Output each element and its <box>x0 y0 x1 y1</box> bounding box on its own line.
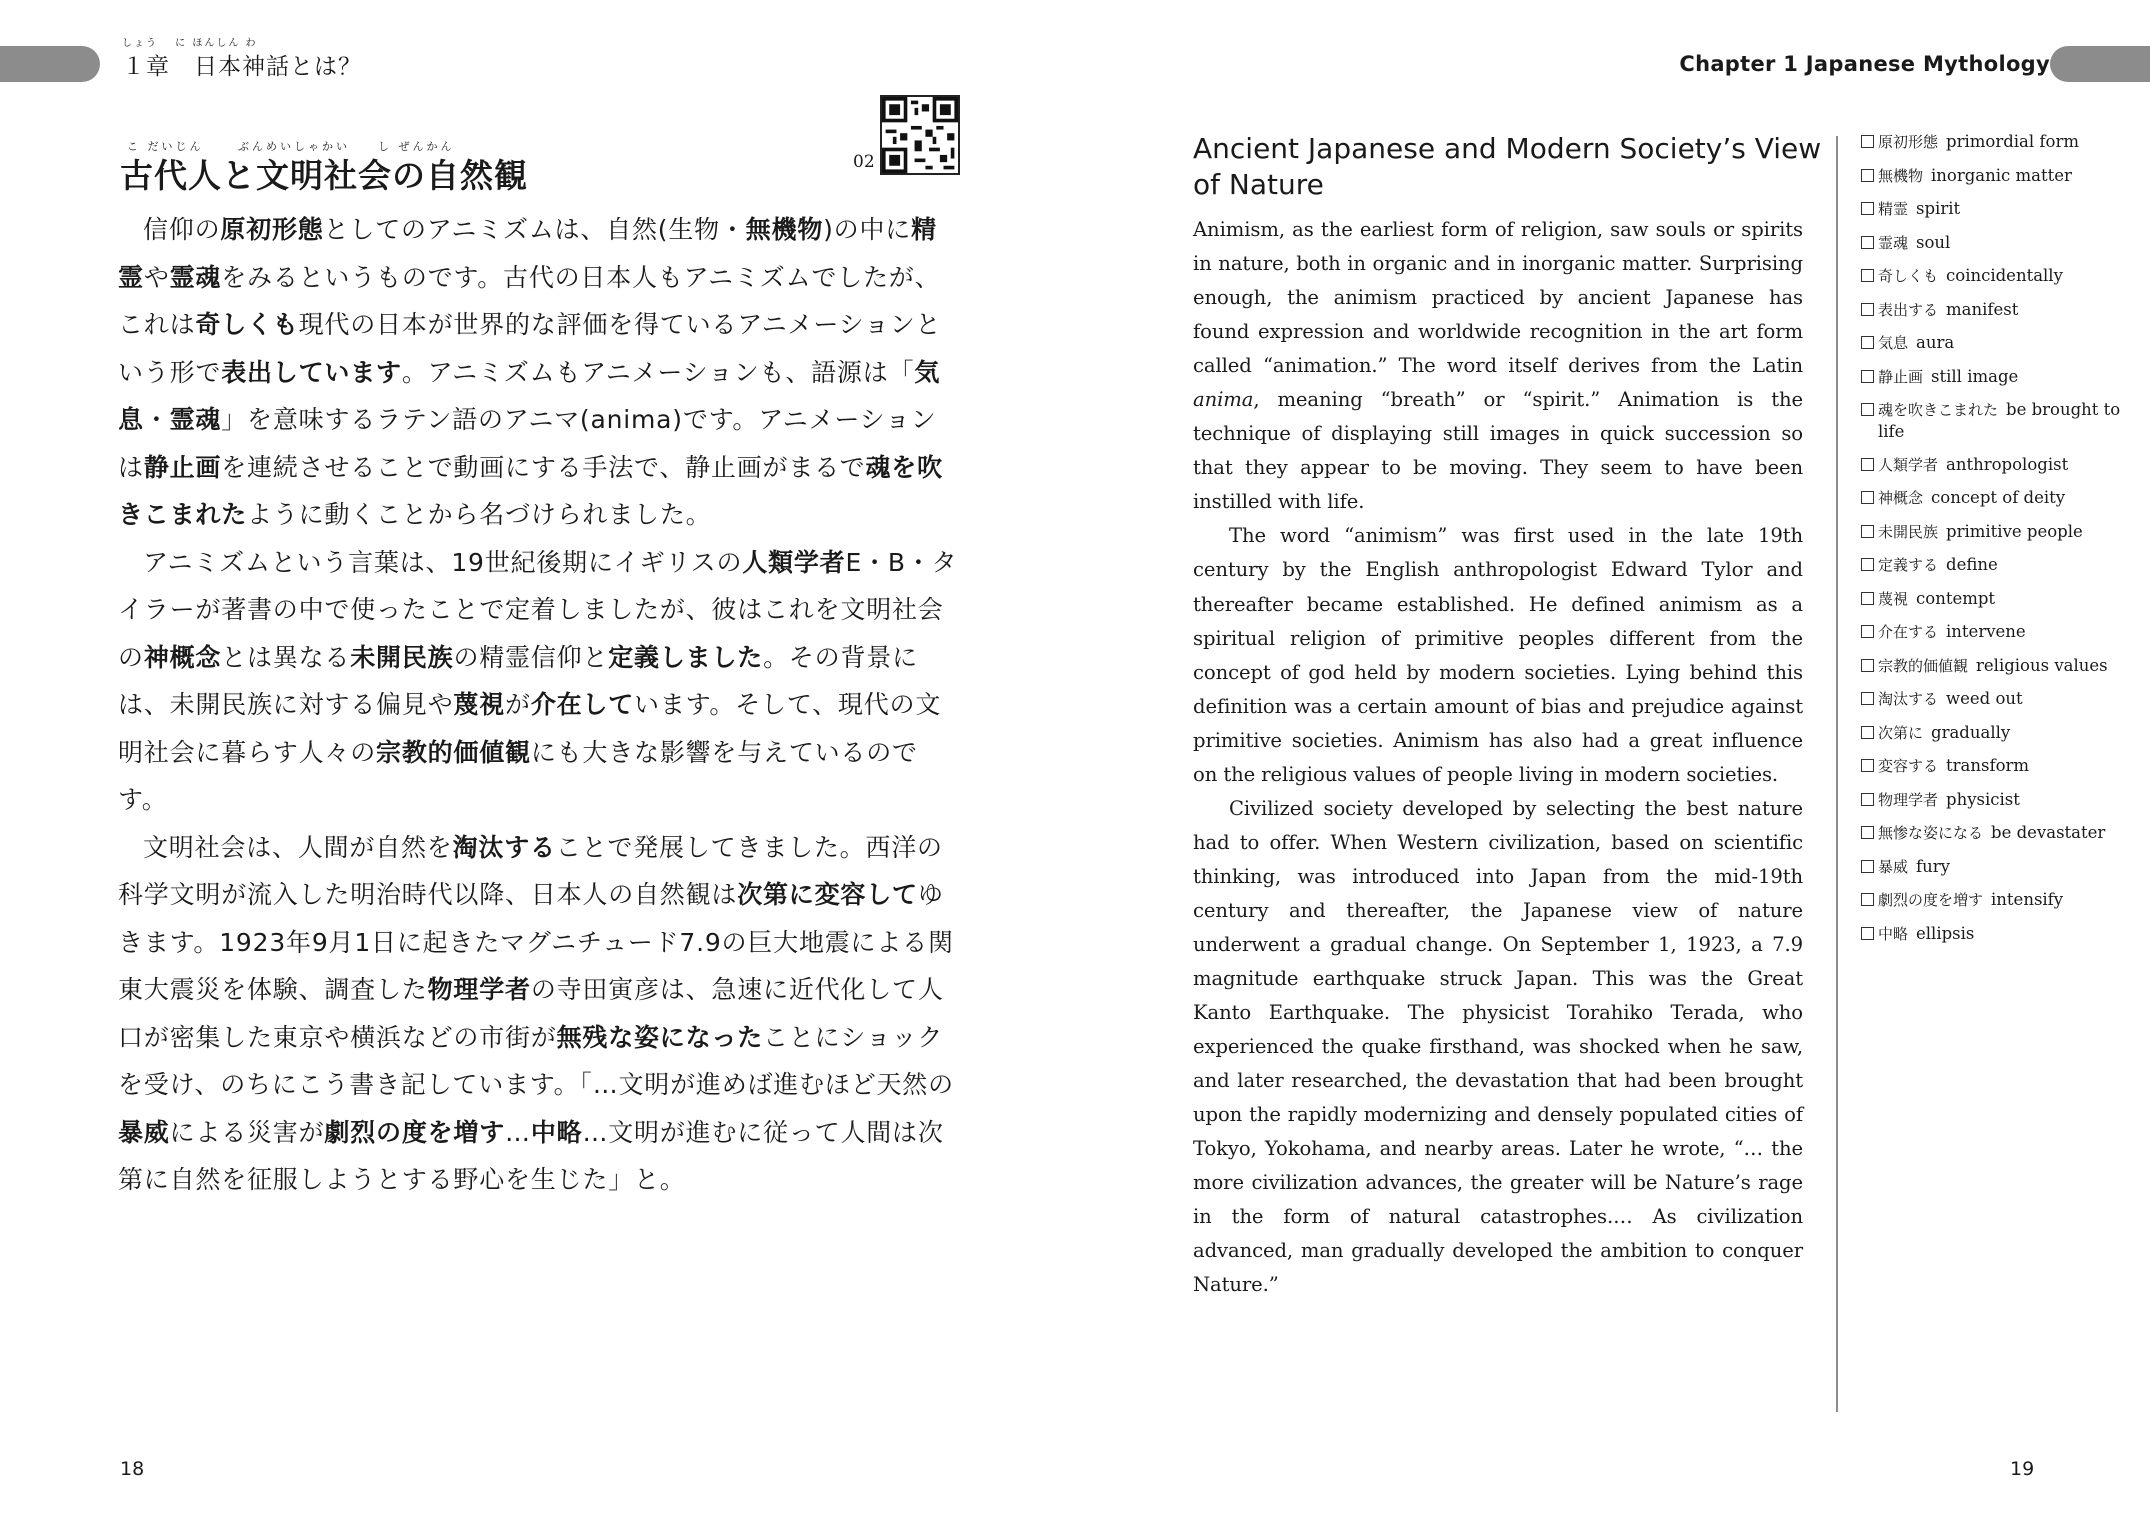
checkbox-icon[interactable] <box>1861 135 1874 148</box>
key-term: 原初形態 <box>220 215 324 244</box>
vocabulary-term-en: intervene <box>1946 622 2026 641</box>
checkbox-icon[interactable] <box>1861 303 1874 316</box>
vocabulary-term-jp: 宗教的価値観 <box>1878 656 1969 675</box>
vocabulary-term-en: inorganic matter <box>1931 165 2072 185</box>
key-term: 淘汰する <box>452 832 556 862</box>
section-title-ruby: こ だいじん ぶんめいしゃかい し ぜんかん <box>127 140 455 153</box>
vocabulary-term-jp: 中略 <box>1878 924 1909 943</box>
vocabulary-item <box>1861 366 2131 388</box>
vocabulary-term-en: religious values <box>1976 655 2108 675</box>
vocabulary-item <box>1861 399 2131 442</box>
vocabulary-item <box>1861 789 2131 811</box>
checkbox-icon[interactable] <box>1861 370 1874 383</box>
vocabulary-term-jp: 暴威 <box>1878 857 1909 876</box>
checkbox-icon[interactable] <box>1861 659 1874 672</box>
vocabulary-term-en: spirit <box>1916 199 1961 218</box>
vocabulary-term-en: ellipsis <box>1916 923 1975 943</box>
checkbox-icon[interactable] <box>1861 592 1874 605</box>
checkbox-icon[interactable] <box>1861 625 1874 638</box>
vocabulary-term-en: primitive people <box>1946 521 2083 541</box>
key-term: 蔑視 <box>453 690 506 719</box>
vocabulary-item <box>1861 165 2131 187</box>
key-term: 霊魂 <box>169 262 222 292</box>
checkbox-icon[interactable] <box>1861 558 1874 571</box>
key-term: 魂を吹きこまれた <box>118 452 943 529</box>
vocabulary-item <box>1861 265 2131 287</box>
section-title-jp: 古代人と文明社会の自然観 <box>120 156 528 195</box>
chapter-header-en: Chapter 1 Japanese Mythology <box>1679 52 2050 76</box>
vocabulary-item <box>1861 454 2131 476</box>
vocabulary-term-jp: 劇烈の度を増す <box>1878 891 1984 909</box>
vocabulary-term-en: transform <box>1946 756 2030 775</box>
section-title-en: Ancient Japanese and Modern Society’s View of Nature <box>1193 132 1822 201</box>
vocabulary-term-jp: 変容する <box>1878 757 1939 775</box>
key-term: 気息 <box>118 357 941 434</box>
checkbox-icon[interactable] <box>1861 269 1874 282</box>
vocabulary-term-jp: 蔑視 <box>1878 589 1909 608</box>
vocabulary-term-jp: 気息 <box>1878 334 1909 352</box>
vocabulary-term-en: fury <box>1916 856 1950 876</box>
chapter-header-jp <box>122 38 362 81</box>
vocabulary-term-jp: 静止画 <box>1878 367 1924 386</box>
checkbox-icon[interactable] <box>1861 826 1874 839</box>
vocabulary-term-en: still image <box>1931 366 2019 386</box>
key-term: 宗教的価値観 <box>376 737 531 767</box>
vocabulary-term-jp: 魂を吹きこまれた <box>1878 401 1999 419</box>
vocabulary-term-jp: 神概念 <box>1878 489 1924 507</box>
vocabulary-item <box>1861 131 2131 153</box>
vocabulary-term-en: coincidentally <box>1946 266 2063 285</box>
checkbox-icon[interactable] <box>1861 692 1874 705</box>
jp-paragraph: 文明社会は、人間が自然を淘汰することで発展してきました。西洋の科学文明が流入した明治時代以降、日本人の自然観は次第に変容してゆきます。1923年9月1日に起きたマグニチュード7.9の巨大地震による関東大震災を体験、調査した物理学者の寺田寅彦は、急速に近代化して人口が密集した東京や横浜などの市街が無残な姿になったことにショックを受け、のちにこう書き記しています。「…文明が進めば進むほど天然の暴威による災害が劇烈の度を増す…中略…文明が進むに従って人間は次第に自然を征服しようとする野心を生じた」と。 <box>118 832 954 1194</box>
vocabulary-term-jp: 介在する <box>1878 623 1939 641</box>
checkbox-icon[interactable] <box>1861 202 1874 215</box>
vocabulary-term-jp: 淘汰する <box>1878 690 1939 708</box>
key-term: 物理学者 <box>427 975 531 1004</box>
vocabulary-item <box>1861 856 2131 878</box>
vocabulary-item <box>1861 198 2131 220</box>
vocabulary-term-en: physicist <box>1946 789 2020 809</box>
vocabulary-item <box>1861 332 2131 354</box>
checkbox-icon[interactable] <box>1861 525 1874 538</box>
vocabulary-term-en: anthropologist <box>1946 454 2069 474</box>
audio-track-number: 02 <box>853 152 875 172</box>
checkbox-icon[interactable] <box>1861 236 1874 249</box>
vocabulary-term-en: gradually <box>1931 722 2011 742</box>
checkbox-icon[interactable] <box>1861 336 1874 349</box>
vocabulary-term-jp: 人類学者 <box>1878 455 1939 474</box>
checkbox-icon[interactable] <box>1861 793 1874 806</box>
vocabulary-item <box>1861 588 2131 610</box>
vocabulary-term-en: contempt <box>1916 588 1996 608</box>
checkbox-icon[interactable] <box>1861 458 1874 471</box>
key-term: 神概念 <box>143 642 222 672</box>
key-term: 無残な姿になった <box>556 1022 764 1052</box>
sidebar-divider <box>1836 136 1838 1412</box>
vocabulary-item <box>1861 722 2131 744</box>
checkbox-icon[interactable] <box>1861 726 1874 739</box>
key-term: 次第に変容して <box>737 880 918 909</box>
vocabulary-item <box>1861 299 2131 321</box>
vocabulary-item <box>1861 521 2131 543</box>
vocabulary-term-en: weed out <box>1946 689 2023 708</box>
vocabulary-term-en: primordial form <box>1946 132 2079 151</box>
vocabulary-item <box>1861 755 2131 777</box>
chapter-header-ruby: しょう に ほんしん わ <box>122 38 258 49</box>
page-number-right: 19 <box>2010 1458 2035 1480</box>
checkbox-icon[interactable] <box>1861 169 1874 182</box>
vocabulary-term-jp: 奇しくも <box>1878 267 1939 285</box>
checkbox-icon[interactable] <box>1861 893 1874 906</box>
vocabulary-item <box>1861 621 2131 643</box>
vocabulary-term-jp: 霊魂 <box>1878 233 1909 252</box>
key-term: 暴威 <box>118 1117 170 1147</box>
key-term: 表出していま <box>221 357 377 387</box>
vocabulary-term-en: be brought to life <box>1878 400 2121 441</box>
qr-code-icon[interactable] <box>880 95 960 175</box>
checkbox-icon[interactable] <box>1861 491 1874 504</box>
jp-paragraph: アニミズムという言葉は、19世紀後期にイギリスの人類学者E・B・タイラーが著書の中で使ったことで定着しましたが、彼はこれを文明社会の神概念とは異なる未開民族の精霊信仰と定義しました。その背景には、未開民族に対する偏見や蔑視が介在しています。そして、現代の文明社会に暮らす人々の宗教的価値観にも大きな影響を与えているのです。 <box>118 547 958 814</box>
vocabulary-term-jp: 無機物 <box>1878 166 1924 185</box>
vocabulary-term-en: intensify <box>1991 890 2064 909</box>
vocabulary-term-jp: 無惨な姿になる <box>1878 824 1984 842</box>
checkbox-icon[interactable] <box>1861 927 1874 940</box>
vocabulary-term-jp: 精霊 <box>1878 200 1909 218</box>
vocabulary-term-jp: 物理学者 <box>1878 790 1939 809</box>
header-tab-left <box>0 46 100 82</box>
key-term: す <box>376 357 402 387</box>
header-tab-right <box>2050 46 2150 82</box>
key-term: 未開民族 <box>350 642 454 672</box>
vocabulary-term-en: define <box>1946 555 1998 574</box>
key-term: 静止画 <box>143 452 222 482</box>
key-term: 定義しました <box>608 642 764 672</box>
vocabulary-item <box>1861 232 2131 254</box>
page-number-left: 18 <box>120 1458 145 1480</box>
key-term: 精霊 <box>118 215 937 292</box>
checkbox-icon[interactable] <box>1861 403 1874 416</box>
vocabulary-item <box>1861 487 2131 509</box>
en-paragraph: Animism, as the earliest form of religion, saw souls or spirits in nature, both in organic and in inorganic matter. Surprising enough, the animism practiced by ancient Japanese has found expression and worldwide recognition in the art form called “animation.” The word itself derives from the Latin anima, meaning “breath” or “spirit.” Animation is the technique of displaying still images in quick succession so that they appear to be moving. They seem to have been instilled with life. <box>1193 218 1803 514</box>
en-paragraph: Civilized society developed by selecting the best nature had to offer. When Western civilization, based on scientific thinking, was introduced into Japan from the mid-19th century and thereafter, the Japanese view of nature underwent a gradual change. On September 1, 1923, a 7.9 magnitude earthquake struck Japan. This was the Great Kanto Earthquake. The physicist Torahiko Terada, who experienced the quake firsthand, was shocked when he saw, and later researched, the devastation that had been brought upon the rapidly modernizing and densely populated cities of Tokyo, Yokohama, and nearby areas. Later he wrote, “… the more civilization advances, the greater will be Nature’s rage in the form of natural catastrophes.… As civilization advanced, man gradually developed the ambition to conquer Nature.” <box>1193 796 1803 1297</box>
vocabulary-term-jp: 未開民族 <box>1878 522 1939 541</box>
checkbox-icon[interactable] <box>1861 860 1874 873</box>
vocabulary-term-jp: 表出する <box>1878 300 1939 319</box>
key-term: 霊魂 <box>169 405 222 434</box>
vocabulary-term-en: soul <box>1916 232 1951 252</box>
key-term: 中略 <box>530 1117 583 1147</box>
vocabulary-term-jp: 次第に <box>1878 723 1924 742</box>
vocabulary-item <box>1861 822 2131 844</box>
jp-paragraph: 信仰の原初形態としてのアニミズムは、自然(生物・無機物)の中に精霊や霊魂をみるというものです。古代の日本人もアニミズムでしたが、これは奇しくも現代の日本が世界的な評価を得ているアニメーションという形で表出しています。アニミズムもアニメーションも、語源は「気息・霊魂」を意味するラテン語のアニマ(anima)です。アニメーションは静止画を連続させることで動画にする手法で、静止画がまるで魂を吹きこまれたように動くことから名づけられました。 <box>118 215 943 529</box>
vocabulary-term-jp: 原初形態 <box>1878 133 1939 151</box>
vocabulary-term-en: concept of deity <box>1931 488 2066 507</box>
chapter-header-jp-text: １章 日本神話とは？ <box>122 54 362 80</box>
vocabulary-term-en: manifest <box>1946 299 2019 319</box>
vocabulary-item <box>1861 655 2131 677</box>
body-text-jp <box>118 206 958 1204</box>
key-term: 奇しくも <box>195 310 299 339</box>
vocabulary-item <box>1861 688 2131 710</box>
key-term: 劇烈の度を増す <box>324 1117 506 1147</box>
vocabulary-list <box>1861 131 2131 956</box>
vocabulary-term-jp: 定義する <box>1878 556 1939 574</box>
body-text-en <box>1193 213 1803 1303</box>
key-term: 無機物 <box>745 215 824 244</box>
checkbox-icon[interactable] <box>1861 759 1874 772</box>
vocabulary-term-en: aura <box>1916 333 1955 352</box>
vocabulary-term-en: be devastater <box>1991 823 2106 842</box>
vocabulary-item <box>1861 889 2131 911</box>
key-term: 人類学者 <box>742 547 846 577</box>
vocabulary-item <box>1861 554 2131 576</box>
en-paragraph: The word “animism” was first used in the late 19th century by the English anthropologist Edward Tylor and thereafter became established. He defined animism as a spiritual religion of primitive peoples different from the concept of god held by modern societies. Lying behind this definition was a certain amount of bias and prejudice against primitive societies. Animism has also had a great influence on the religious values of people living in modern societies. <box>1193 524 1803 786</box>
vocabulary-item <box>1861 923 2131 945</box>
key-term: 介在して <box>530 690 635 719</box>
emphasis-term: anima <box>1193 388 1254 412</box>
